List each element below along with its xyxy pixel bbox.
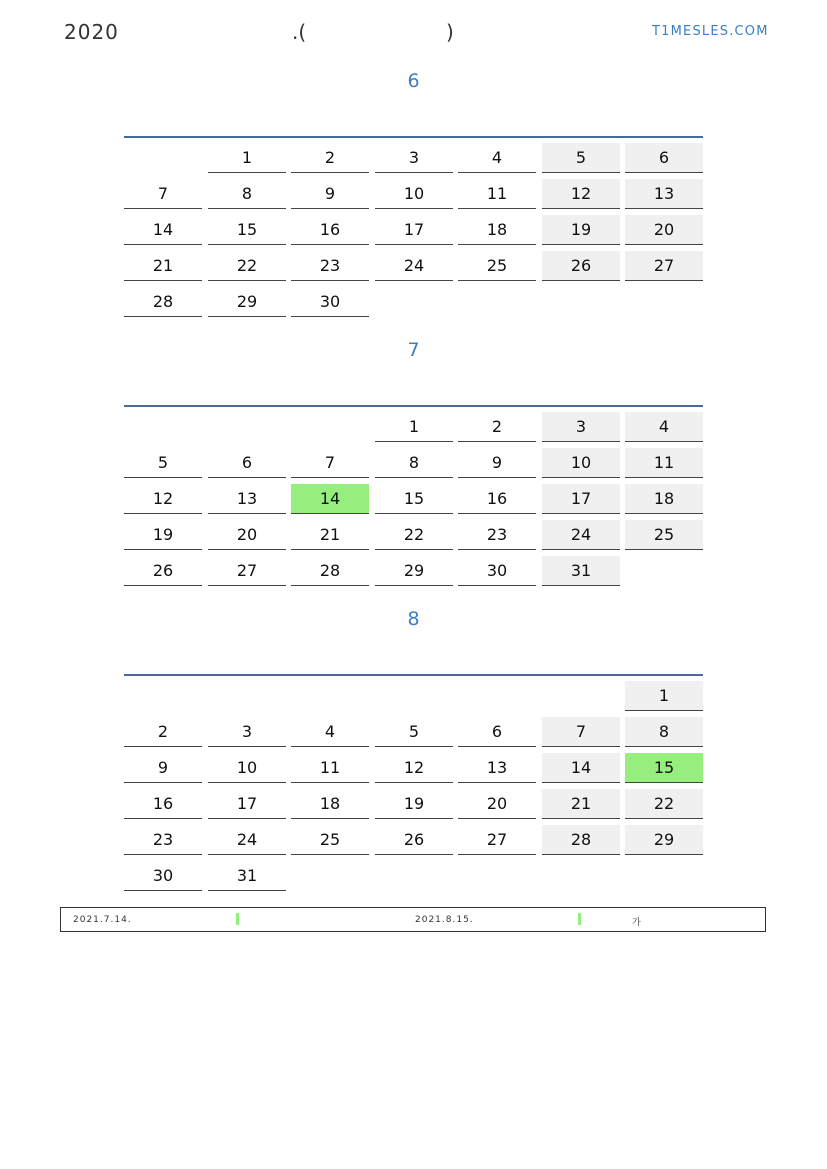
calendar-day: 30 bbox=[458, 556, 536, 586]
calendar-day: 6 bbox=[208, 448, 286, 478]
calendar-day: 4 bbox=[625, 412, 703, 442]
calendar-day: 2 bbox=[291, 143, 369, 173]
calendar-day: 8 bbox=[208, 179, 286, 209]
calendar-day: 21 bbox=[124, 251, 202, 281]
calendar-day: 6 bbox=[625, 143, 703, 173]
calendar-day: 7 bbox=[542, 717, 620, 747]
calendar-day: 14 bbox=[291, 484, 369, 514]
calendar-day: 13 bbox=[625, 179, 703, 209]
calendar-day: 12 bbox=[124, 484, 202, 514]
calendar-day: 23 bbox=[458, 520, 536, 550]
calendar-day: 27 bbox=[458, 825, 536, 855]
calendar-day: 13 bbox=[458, 753, 536, 783]
calendar-day: 25 bbox=[291, 825, 369, 855]
month-divider bbox=[124, 674, 703, 676]
calendar-day: 11 bbox=[625, 448, 703, 478]
calendar-day: 22 bbox=[625, 789, 703, 819]
calendar-day: 3 bbox=[375, 143, 453, 173]
calendar-day: 31 bbox=[208, 861, 286, 891]
calendar-day: 16 bbox=[124, 789, 202, 819]
calendar-day: 4 bbox=[291, 717, 369, 747]
calendar-day: 17 bbox=[542, 484, 620, 514]
calendar-day: 17 bbox=[375, 215, 453, 245]
calendar-day: 21 bbox=[542, 789, 620, 819]
calendar-day: 10 bbox=[542, 448, 620, 478]
calendar-day: 6 bbox=[458, 717, 536, 747]
calendar-day: 24 bbox=[208, 825, 286, 855]
footer-note-2: 2021.8.15. bbox=[415, 915, 474, 925]
calendar-day: 20 bbox=[208, 520, 286, 550]
month-divider bbox=[124, 136, 703, 138]
month-divider bbox=[124, 405, 703, 407]
header-paren-open: .( bbox=[292, 20, 307, 44]
calendar-day: 19 bbox=[542, 215, 620, 245]
calendar-day: 16 bbox=[291, 215, 369, 245]
calendar-day: 22 bbox=[208, 251, 286, 281]
calendar-day: 27 bbox=[208, 556, 286, 586]
calendar-day: 29 bbox=[208, 287, 286, 317]
calendar-day: 20 bbox=[625, 215, 703, 245]
calendar-day: 16 bbox=[458, 484, 536, 514]
calendar-day: 29 bbox=[625, 825, 703, 855]
calendar-day: 7 bbox=[124, 179, 202, 209]
calendar-day: 1 bbox=[625, 681, 703, 711]
month-title: 7 bbox=[407, 339, 420, 361]
calendar-day: 25 bbox=[625, 520, 703, 550]
calendar-day: 30 bbox=[291, 287, 369, 317]
calendar-day: 5 bbox=[124, 448, 202, 478]
calendar-day: 14 bbox=[124, 215, 202, 245]
month-title: 6 bbox=[407, 70, 420, 92]
site-link[interactable]: T1MESLES.COM bbox=[652, 24, 769, 39]
calendar-day: 24 bbox=[542, 520, 620, 550]
calendar-day: 10 bbox=[208, 753, 286, 783]
calendar-day: 26 bbox=[542, 251, 620, 281]
calendar-day: 12 bbox=[542, 179, 620, 209]
footer-legend bbox=[60, 907, 766, 932]
calendar-day: 30 bbox=[124, 861, 202, 891]
calendar-day: 29 bbox=[375, 556, 453, 586]
calendar-day: 13 bbox=[208, 484, 286, 514]
calendar-day: 15 bbox=[375, 484, 453, 514]
calendar-day: 11 bbox=[291, 753, 369, 783]
calendar-day: 21 bbox=[291, 520, 369, 550]
footer-note-3: 가 bbox=[632, 918, 642, 928]
calendar-day: 8 bbox=[625, 717, 703, 747]
calendar-day: 18 bbox=[291, 789, 369, 819]
calendar-day: 20 bbox=[458, 789, 536, 819]
calendar-day: 12 bbox=[375, 753, 453, 783]
calendar-day: 14 bbox=[542, 753, 620, 783]
calendar-day: 25 bbox=[458, 251, 536, 281]
calendar-day: 19 bbox=[124, 520, 202, 550]
calendar-day: 5 bbox=[375, 717, 453, 747]
calendar-day: 10 bbox=[375, 179, 453, 209]
calendar-day: 23 bbox=[291, 251, 369, 281]
calendar-day: 7 bbox=[291, 448, 369, 478]
calendar-day: 15 bbox=[208, 215, 286, 245]
calendar-day: 9 bbox=[458, 448, 536, 478]
calendar-day: 17 bbox=[208, 789, 286, 819]
calendar-day: 1 bbox=[375, 412, 453, 442]
calendar-day: 18 bbox=[625, 484, 703, 514]
calendar-day: 26 bbox=[375, 825, 453, 855]
calendar-day: 15 bbox=[625, 753, 703, 783]
calendar-day: 2 bbox=[458, 412, 536, 442]
calendar-day: 26 bbox=[124, 556, 202, 586]
month-title: 8 bbox=[407, 608, 420, 630]
calendar-day: 22 bbox=[375, 520, 453, 550]
calendar-day: 11 bbox=[458, 179, 536, 209]
calendar-day: 1 bbox=[208, 143, 286, 173]
calendar-day: 3 bbox=[208, 717, 286, 747]
header-title bbox=[292, 20, 454, 44]
page-header bbox=[0, 0, 827, 60]
calendar-day: 5 bbox=[542, 143, 620, 173]
calendar-day: 2 bbox=[124, 717, 202, 747]
calendar-day: 3 bbox=[542, 412, 620, 442]
header-paren-close: ) bbox=[446, 20, 454, 44]
calendar-day: 9 bbox=[124, 753, 202, 783]
calendar-day: 27 bbox=[625, 251, 703, 281]
calendar-day: 31 bbox=[542, 556, 620, 586]
calendar-day: 24 bbox=[375, 251, 453, 281]
header-year: 2020 bbox=[64, 20, 119, 44]
calendar-day: 28 bbox=[124, 287, 202, 317]
calendar-day: 19 bbox=[375, 789, 453, 819]
calendar-day: 18 bbox=[458, 215, 536, 245]
holiday-marker-icon bbox=[236, 913, 239, 925]
calendar-day: 23 bbox=[124, 825, 202, 855]
calendar-day: 4 bbox=[458, 143, 536, 173]
footer-note-1: 2021.7.14. bbox=[73, 915, 132, 925]
holiday-marker-icon bbox=[578, 913, 581, 925]
calendar-day: 8 bbox=[375, 448, 453, 478]
calendar-day: 9 bbox=[291, 179, 369, 209]
calendar-day: 28 bbox=[291, 556, 369, 586]
calendar-day: 28 bbox=[542, 825, 620, 855]
